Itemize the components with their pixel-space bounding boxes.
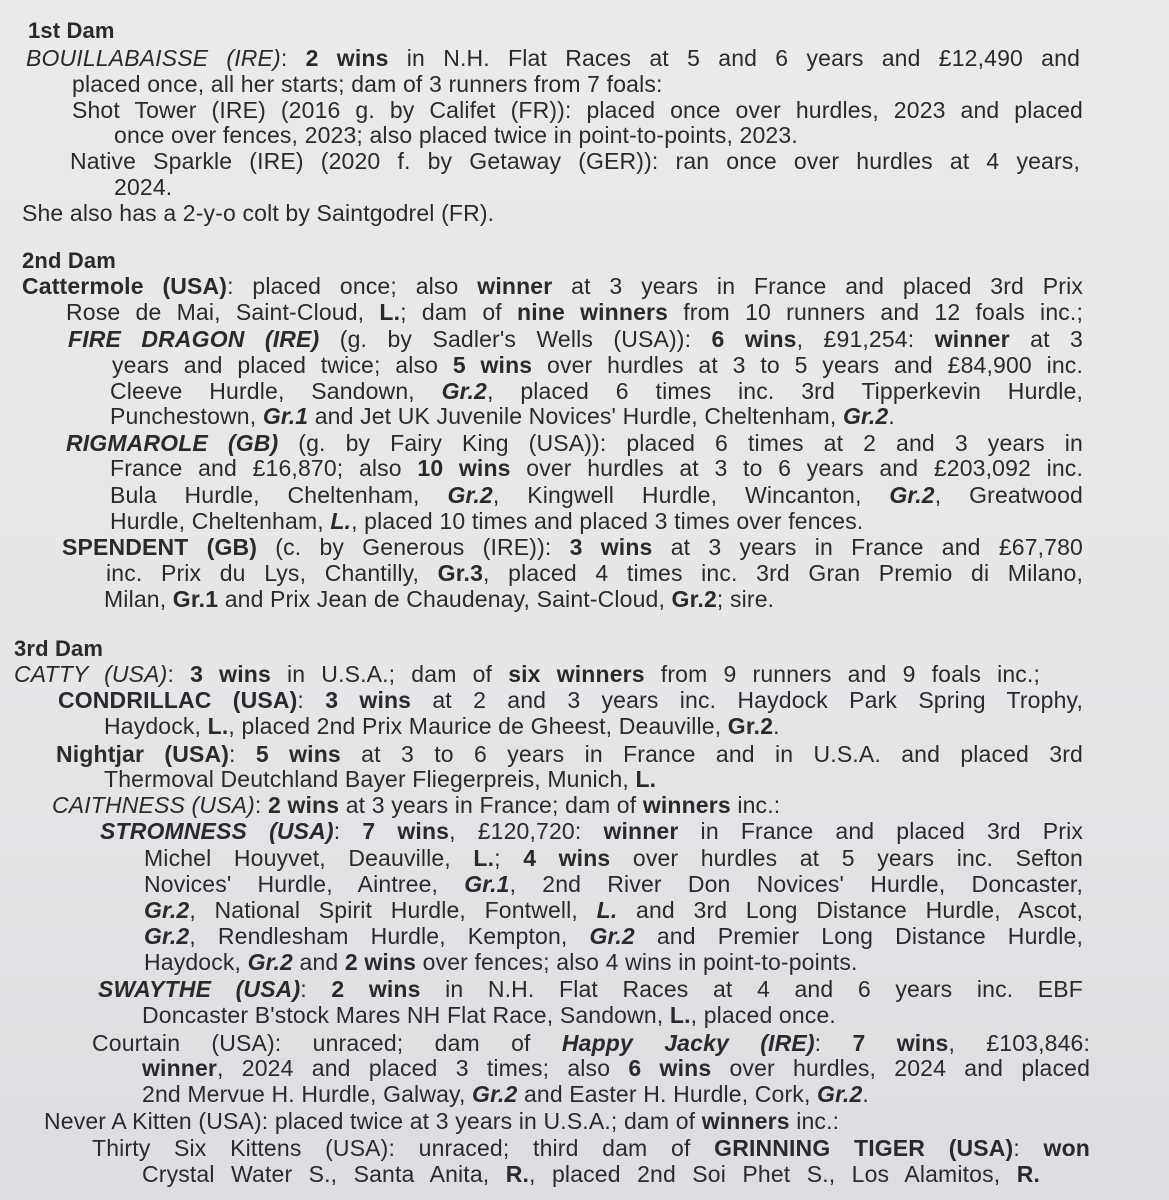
text-run: Happy Jacky (IRE) (561, 1030, 815, 1056)
text-line (72, 97, 1083, 123)
text-run: Gr.2 (889, 482, 935, 508)
text-run: Haydock, (104, 713, 208, 739)
text-run: , National Spirit Hurdle, Fontwell, (189, 897, 597, 923)
text-run: Native Sparkle (IRE) (2020 f. by Getaway (GER)): ran once over hurdles at 4 years, (70, 148, 1080, 174)
text-run: inc.: (730, 792, 781, 818)
text-run: (g. by Sadler's Wells (USA)): (319, 326, 712, 352)
text-line (142, 1081, 869, 1107)
text-run: 4 wins (523, 845, 611, 871)
text-run: 5 wins (255, 741, 341, 767)
text-run: , £103,846: (948, 1030, 1090, 1056)
text-line (106, 560, 1083, 586)
text-run: Michel Houyvet, Deauville, (144, 845, 474, 871)
text-run: Gr.2 (671, 586, 717, 612)
text-run: inc.: (789, 1108, 840, 1134)
text-line (26, 45, 1080, 71)
text-line (104, 713, 780, 739)
text-run: Thirty Six Kittens (USA): unraced; third dam of (92, 1135, 715, 1161)
text-run: ; (494, 845, 524, 871)
text-run: , Greatwood (934, 482, 1084, 508)
text-line (56, 741, 1083, 767)
text-run: GRINNING TIGER (USA) (714, 1135, 1014, 1161)
text-run: over hurdles, 2024 and placed (711, 1055, 1091, 1081)
text-line (62, 534, 1083, 560)
text-run: Gr.2 (817, 1081, 863, 1107)
text-run: Hurdle, Cheltenham, (110, 508, 331, 534)
text-run: , 2024 and placed 3 times; also (217, 1055, 629, 1081)
text-run: 2 wins (331, 976, 421, 1002)
text-run: Milan, (104, 586, 173, 612)
text-run: 2 wins (305, 45, 389, 71)
text-run: L. (596, 897, 618, 923)
text-run: Gr.2 (144, 897, 190, 923)
text-run: SWAYTHE (USA) (98, 976, 301, 1002)
text-run: 2nd Mervue H. Hurdle, Galway, (142, 1081, 473, 1107)
text-run: and Jet UK Juvenile Novices' Hurdle, Cheltenham, (308, 403, 843, 429)
text-line (104, 586, 774, 612)
text-line (144, 897, 1083, 923)
text-line (142, 1161, 1040, 1187)
text-run: at 2 and 3 years inc. Haydock Park Spring Trophy, (411, 687, 1083, 713)
text-run: placed once, all her starts; dam of 3 runners from 7 foals: (72, 71, 663, 97)
text-run: Gr.2 (144, 923, 190, 949)
text-run: : (254, 792, 268, 818)
text-run: FIRE DRAGON (IRE) (68, 326, 320, 352)
text-run: Haydock, (144, 949, 248, 975)
text-run: Gr.2 (247, 949, 293, 975)
text-run: at 3 to 6 years in France and in U.S.A. and placed 3rd (340, 741, 1084, 767)
text-run: Rose de Mai, Saint-Cloud, (66, 299, 380, 325)
text-run: STROMNESS (USA) (100, 818, 334, 844)
text-run: nine winners (517, 299, 669, 325)
text-run: , placed 10 times and placed 3 times over fences. (351, 508, 864, 534)
text-run: and Prix Jean de Chaudenay, Saint-Cloud, (218, 586, 672, 612)
text-line (114, 174, 172, 200)
text-line (52, 792, 780, 818)
text-run: 7 wins (852, 1030, 949, 1056)
text-run: Never A Kitten (USA): placed twice at 3 years in U.S.A.; dam of (44, 1108, 702, 1134)
text-run: CATTY (USA) (14, 661, 168, 687)
text-run: and Premier Long Distance Hurdle, (634, 923, 1084, 949)
text-line (66, 430, 1083, 456)
text-run: : placed once; also (227, 273, 478, 299)
text-run: , placed 2nd Soi Phet S., Los Alamitos, (529, 1161, 1017, 1187)
text-line (144, 871, 1083, 897)
text-run: Punchestown, (110, 403, 263, 429)
text-run: Crystal Water S., Santa Anita, (142, 1161, 506, 1187)
text-run: Gr.1 (172, 586, 219, 612)
text-run: winner (934, 326, 1010, 352)
text-line (142, 1055, 1090, 1081)
text-run: and 3rd Long Distance Hurdle, Ascot, (617, 897, 1083, 923)
text-run: over hurdles at 3 to 5 years and £84,900 inc. (532, 352, 1083, 378)
text-line (92, 1030, 1090, 1056)
text-run: She also has a 2-y-o colt by Saintgodrel (FR). (22, 200, 495, 226)
text-line (110, 482, 1083, 508)
text-run: : (280, 45, 306, 71)
text-line (112, 352, 1083, 378)
text-run: 2024. (114, 174, 173, 200)
text-run: L. (669, 1002, 691, 1028)
text-run: Gr.2 (589, 923, 635, 949)
text-run: Gr.1 (464, 871, 510, 897)
text-run: , £120,720: (449, 818, 604, 844)
text-run: (g. by Fairy King (USA)): placed 6 times at 2 and 3 years in (278, 430, 1083, 456)
text-line (110, 455, 1083, 481)
text-run: Gr.2 (441, 378, 487, 404)
text-run: Gr.2 (447, 482, 493, 508)
text-run: : (229, 741, 256, 767)
text-run: inc. Prix du Lys, Chantilly, (106, 560, 438, 586)
text-line (72, 71, 663, 97)
text-run: , £91,254: (796, 326, 935, 352)
text-run: ; sire. (716, 586, 775, 612)
text-run: from 10 runners and 12 foals inc.; (668, 299, 1083, 325)
text-run: from 9 runners and 9 foals inc.; (644, 661, 1040, 687)
text-run: 2 wins (267, 792, 340, 818)
text-line (100, 818, 1083, 844)
text-line (144, 949, 858, 975)
text-run: BOUILLABAISSE (IRE) (26, 45, 281, 71)
text-run: and Easter H. Hurdle, Cork, (517, 1081, 818, 1107)
text-run: L. (635, 766, 657, 792)
text-run: (c. by Generous (IRE)): (257, 534, 570, 560)
text-run: in N.H. Flat Races at 4 and 6 years inc. EBF (420, 976, 1083, 1002)
text-run: winner (603, 818, 679, 844)
text-run: Doncaster B'stock Mares NH Flat Race, Sandown, (142, 1002, 670, 1028)
text-run: France and £16,870; also (110, 455, 418, 481)
text-run: : (167, 661, 191, 687)
text-run: over fences; also 4 wins in point-to-points. (416, 949, 858, 975)
text-run: winners (701, 1108, 790, 1134)
text-run: 5 wins (452, 352, 533, 378)
text-run: , placed once. (690, 1002, 836, 1028)
text-run: in France and placed 3rd Prix (678, 818, 1083, 844)
text-line (110, 378, 1083, 404)
text-run: and (292, 949, 345, 975)
text-run: winners (642, 792, 731, 818)
text-run: at 3 (1009, 326, 1083, 352)
text-line (144, 845, 1083, 871)
text-run: : (1013, 1135, 1044, 1161)
text-run: Thermoval Deutchland Bayer Fliegerpreis, Munich, (104, 766, 636, 792)
text-run: in U.S.A.; dam of (270, 661, 509, 687)
text-run: over hurdles at 3 to 6 years and £203,092 inc. (510, 455, 1083, 481)
text-line (110, 403, 895, 429)
text-run: , placed 4 times inc. 3rd Gran Premio di Milano, (483, 560, 1083, 586)
text-line (68, 326, 1083, 352)
text-run: winner (142, 1055, 218, 1081)
text-run: Cattermole (USA) (22, 273, 228, 299)
text-run: winner (477, 273, 553, 299)
text-line (104, 766, 656, 792)
text-run: R. (505, 1161, 530, 1187)
text-line (44, 1108, 839, 1134)
text-run: L. (207, 713, 229, 739)
text-line (22, 200, 494, 226)
section-heading: 3rd Dam (14, 636, 104, 661)
text-line (114, 122, 798, 148)
text-run: at 3 years in France and placed 3rd Prix (552, 273, 1084, 299)
text-run: : (297, 687, 326, 713)
text-run: Gr.1 (262, 403, 309, 429)
text-run: 7 wins (362, 818, 450, 844)
text-run: ; dam of (400, 299, 517, 325)
section-heading: 2nd Dam (22, 248, 116, 273)
text-run: Gr.2 (842, 403, 889, 429)
text-run: 10 wins (417, 455, 511, 481)
text-run: Bula Hurdle, Cheltenham, (110, 482, 448, 508)
text-run: CAITHNESS (USA) (52, 792, 255, 818)
text-run: . (888, 403, 895, 429)
text-line (14, 661, 1040, 687)
text-line (70, 148, 1080, 174)
text-run: , Kingwell Hurdle, Wincanton, (492, 482, 890, 508)
text-run: , Rendlesham Hurdle, Kempton, (189, 923, 590, 949)
text-line (142, 1002, 836, 1028)
text-run: . (862, 1081, 869, 1107)
text-run: Gr.2 (472, 1081, 518, 1107)
text-run: 6 wins (628, 1055, 712, 1081)
text-run: SPENDENT (GB) (62, 534, 258, 560)
text-run: L. (473, 845, 495, 871)
text-run: 2 wins (344, 949, 417, 975)
text-run: over hurdles at 5 years inc. Sefton (610, 845, 1084, 871)
section-heading: 1st Dam (28, 18, 115, 43)
text-run: , 2nd River Don Novices' Hurdle, Doncaster, (509, 871, 1083, 897)
text-run: 3 wins (569, 534, 653, 560)
text-line (58, 687, 1083, 713)
text-run: Courtain (USA): unraced; dam of (92, 1030, 562, 1056)
text-run: L. (330, 508, 352, 534)
text-run: L. (379, 299, 401, 325)
text-run: , placed 6 times inc. 3rd Tipperkevin Hurdle, (486, 378, 1084, 404)
text-run: : (333, 818, 363, 844)
text-run: Nightjar (USA) (56, 741, 230, 767)
text-line (92, 1135, 1090, 1161)
text-run: won (1043, 1135, 1090, 1161)
text-run: six winners (508, 661, 645, 687)
text-line (144, 923, 1083, 949)
text-run: : (814, 1030, 853, 1056)
text-run: 6 wins (711, 326, 797, 352)
text-run: R. (1016, 1161, 1040, 1187)
text-run: 3 wins (190, 661, 271, 687)
text-run: : (300, 976, 332, 1002)
text-run: at 3 years in France; dam of (339, 792, 643, 818)
text-run: Gr.3 (437, 560, 484, 586)
text-line (98, 976, 1083, 1002)
text-run: in N.H. Flat Races at 5 and 6 years and £12,490 and (388, 45, 1081, 71)
text-run: years and placed twice; also (112, 352, 453, 378)
text-run: once over fences, 2023; also placed twice in point-to-points, 2023. (114, 122, 798, 148)
text-run: Novices' Hurdle, Aintree, (144, 871, 465, 897)
text-line (110, 508, 863, 534)
text-run: Gr.2 (727, 713, 774, 739)
text-run: Cleeve Hurdle, Sandown, (110, 378, 442, 404)
text-run: , placed 2nd Prix Maurice de Gheest, Deauville, (228, 713, 728, 739)
text-run: RIGMAROLE (GB) (66, 430, 279, 456)
text-run: at 3 years in France and £67,780 (652, 534, 1084, 560)
text-line (22, 273, 1083, 299)
text-line (66, 299, 1083, 325)
text-run: . (773, 713, 780, 739)
text-run: CONDRILLAC (USA) (58, 687, 298, 713)
text-run: Shot Tower (IRE) (2016 g. by Califet (FR)): placed once over hurdles, 2023 and placed (72, 97, 1083, 123)
text-run: 3 wins (325, 687, 412, 713)
